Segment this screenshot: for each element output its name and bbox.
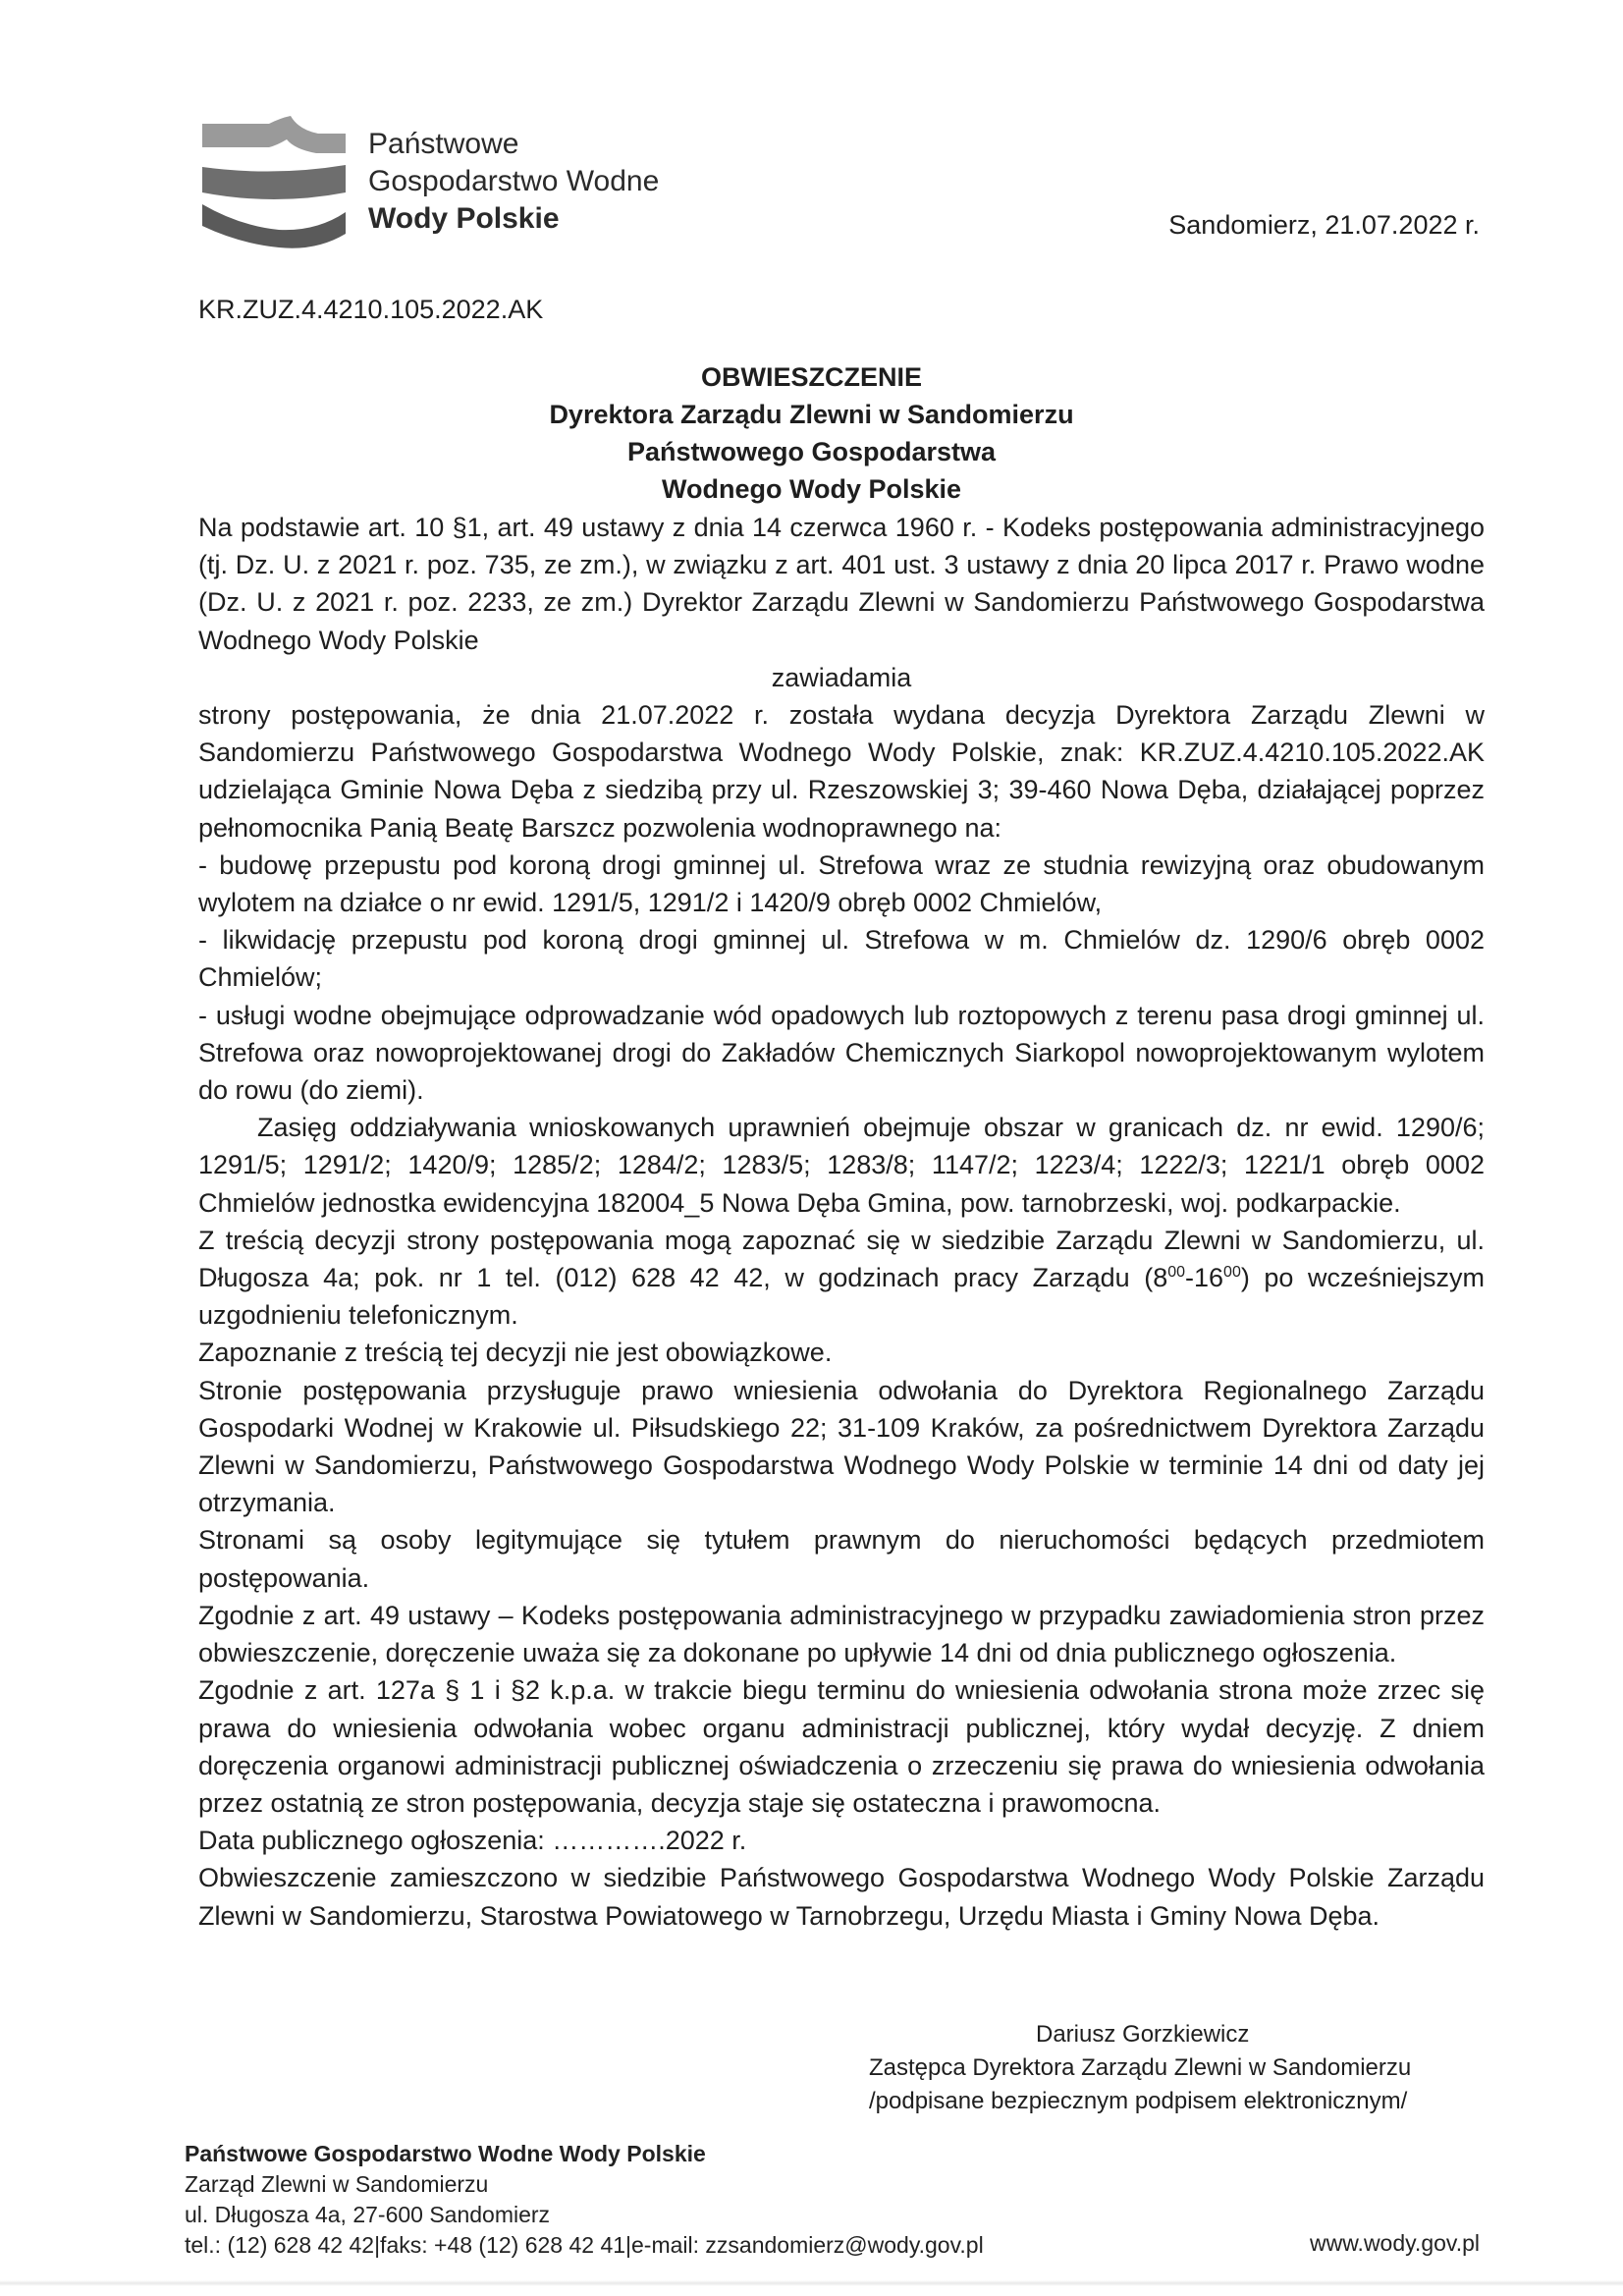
footer-address — [185, 2139, 984, 2261]
hours-end-superscript: 00 — [1223, 1264, 1241, 1282]
decision-paragraph: strony postępowania, że dnia 21.07.2022 r. została wydana decyzja Dyrektora Zarządu Zlewni w Sandomierzu Państwowego Gospodarstwa Wodnego Wody Polskie, znak: KR.ZUZ.4.4210.105.2022.AK udzielająca Gminie Nowa Dęba z siedzibą przy ul. Rzeszowskiej 3; 39-460 Nowa Dęba, działającej poprzez pełnomocnika Panią Beatę Barszcz pozwolenia wodnoprawnego na: — [198, 700, 1485, 843]
scan-edge-divider — [0, 2280, 1623, 2286]
permit-item: - likwidację przepustu pod koroną drogi gminnej ul. Strefowa w m. Chmielów dz. 1290/6 obręb 0002 Chmielów; — [198, 925, 1485, 993]
not-mandatory-paragraph: Zapoznanie z treścią tej decyzji nie jest obowiązkowe. — [198, 1338, 833, 1368]
logo-text — [368, 126, 659, 238]
access-text-start: Z treścią decyzji strony postępowania mogą zapoznać się w siedzibie Zarządu Zlewni w Sandomierzu, ul. Długosza 4a; pok. nr 1 tel. (012) 628 42 42, w godzinach pracy Zarządu (8 — [198, 1225, 1485, 1293]
permit-item: - usługi wodne obejmujące odprowadzanie wód opadowych lub roztopowych z terenu pasa drogi gminnej ul. Strefowa oraz nowoprojektowanej drogi do Zakładów Chemicznych Siarkopol nowoprojektowanym wylotem do rowu (do ziemi). — [198, 1000, 1485, 1106]
appeal-paragraph: Stronie postępowania przysługuje prawo wniesienia odwołania do Dyrektora Regionalnego Zarządu Gospodarki Wodnej w Krakowie ul. Piłsudskiego 22; 31-109 Kraków, za pośrednictwem Dyrektora Zarządu Zlewni w Sandomierzu, Państwowego Gospodarstwa Wodnego Wody Polskie w terminie 14 dni od daty jej otrzymania. — [198, 1375, 1485, 1518]
publication-date: Data publicznego ogłoszenia: ………….2022 r. — [198, 1826, 747, 1856]
art49-paragraph: Zgodnie z art. 49 ustawy – Kodeks postępowania administracyjnego w przypadku zawiadomienia stron przez obwieszczenie, doręczenie uważa się za dokonane po upływie 14 dni od dnia publicznego ogłoszenia. — [198, 1600, 1485, 1668]
access-text-end: ) po wcześniejszym uzgodnieniu telefonicznym. — [198, 1263, 1486, 1331]
intro-paragraph: Na podstawie art. 10 §1, art. 49 ustawy z dnia 14 czerwca 1960 r. - Kodeks postępowania administracyjnego (tj. Dz. U. z 2021 r. poz. 735, ze zm.), w związku z art. 401 ust. 3 ustawy z dnia 20 lipca 2017 r. Prawo wodne (Dz. U. z 2021 r. poz. 2233, ze zm.) Dyrektor Zarządu Zlewni w Sandomierzu Państwowego Gospodarstwa Wodnego Wody Polskie — [198, 513, 1485, 655]
art127a-paragraph: Zgodnie z art. 127a § 1 i §2 k.p.a. w trakcie biegu terminu do wniesienia odwołania strona może zrzec się prawa do wniesienia odwołania wobec organu administracji publicznej, który wydał decyzję. Z dniem doręczenia organowi administracji publicznej oświadczenia o zrzeczeniu się prawa do wniesienia odwołania przez ostatnią ze stron postępowania, decyzja staje się ostateczna i prawomocna. — [198, 1675, 1485, 1818]
wody-polskie-logo-icon — [200, 116, 348, 249]
footer-org: Państwowe Gospodarstwo Wodne Wody Polskie — [185, 2141, 706, 2166]
logo-line-3: Wody Polskie — [368, 202, 560, 235]
parties-paragraph: Stronami są osoby legitymujące się tytułem prawnym do nieruchomości będących przedmiotem postępowania. — [198, 1525, 1485, 1593]
document-body — [198, 509, 1485, 1935]
signature-note: /podpisane bezpiecznym podpisem elektronicznym/ — [869, 2088, 1408, 2114]
logo-line-2: Gospodarstwo Wodne — [368, 165, 660, 197]
title-line-1: OBWIESZCZENIE — [700, 362, 922, 392]
logo-line-1: Państwowe — [368, 128, 519, 160]
permit-item: - budowę przepustu pod koroną drogi gminnej ul. Strefowa wraz ze studnia rewizyjną oraz obudowanym wylotem na działce o nr ewid. 1291/5, 1291/2 i 1420/9 obręb 0002 Chmielów, — [198, 849, 1485, 918]
place-date: Sandomierz, 21.07.2022 r. — [1168, 210, 1480, 240]
title-line-2: Dyrektora Zarządu Zlewni w Sandomierzu — [549, 400, 1074, 429]
hours-start-superscript: 00 — [1167, 1264, 1186, 1282]
signer-role: Zastępca Dyrektora Zarządu Zlewni w Sandomierzu — [869, 2054, 1412, 2081]
access-paragraph — [198, 1222, 1485, 1335]
footer-unit: Zarząd Zlewni w Sandomierzu — [185, 2171, 489, 2197]
signer-name: Dariusz Gorzkiewicz — [1036, 2021, 1250, 2048]
notifies-word: zawiadamia — [771, 662, 912, 692]
footer-website: www.wody.gov.pl — [1310, 2230, 1480, 2256]
scope-paragraph: Zasięg oddziaływania wnioskowanych uprawnień obejmuje obszar w granicach dz. nr ewid. 1290/6; 1291/5; 1291/2; 1420/9; 1285/2; 1284/2; 1283/5; 1283/8; 1147/2; 1223/4; 1222/3; 1221/1 obręb 0002 Chmielów jednostka ewidencyjna 182004_5 Nowa Dęba Gmina, pow. tarnobrzeski, woj. podkarpackie. — [198, 1113, 1485, 1218]
footer-street: ul. Długosza 4a, 27-600 Sandomierz — [185, 2202, 551, 2227]
hours-dash: -16 — [1185, 1263, 1224, 1293]
document-title — [0, 358, 1623, 508]
posted-paragraph: Obwieszczenie zamieszczono w siedzibie Państwowego Gospodarstwa Wodnego Wody Polskie Zarządu Zlewni w Sandomierzu, Starostwa Powiatowego w Tarnobrzegu, Urzędu Miasta i Gminy Nowa Dęba. — [198, 1863, 1485, 1931]
signature-block — [869, 2018, 1411, 2118]
title-line-3: Państwowego Gospodarstwa — [626, 437, 997, 466]
title-line-4: Wodnego Wody Polskie — [661, 474, 962, 504]
footer-contact: tel.: (12) 628 42 42|faks: +48 (12) 628 42 41|e-mail: zzsandomierz@wody.gov.pl — [185, 2232, 984, 2258]
case-reference: KR.ZUZ.4.4210.105.2022.AK — [198, 295, 544, 324]
